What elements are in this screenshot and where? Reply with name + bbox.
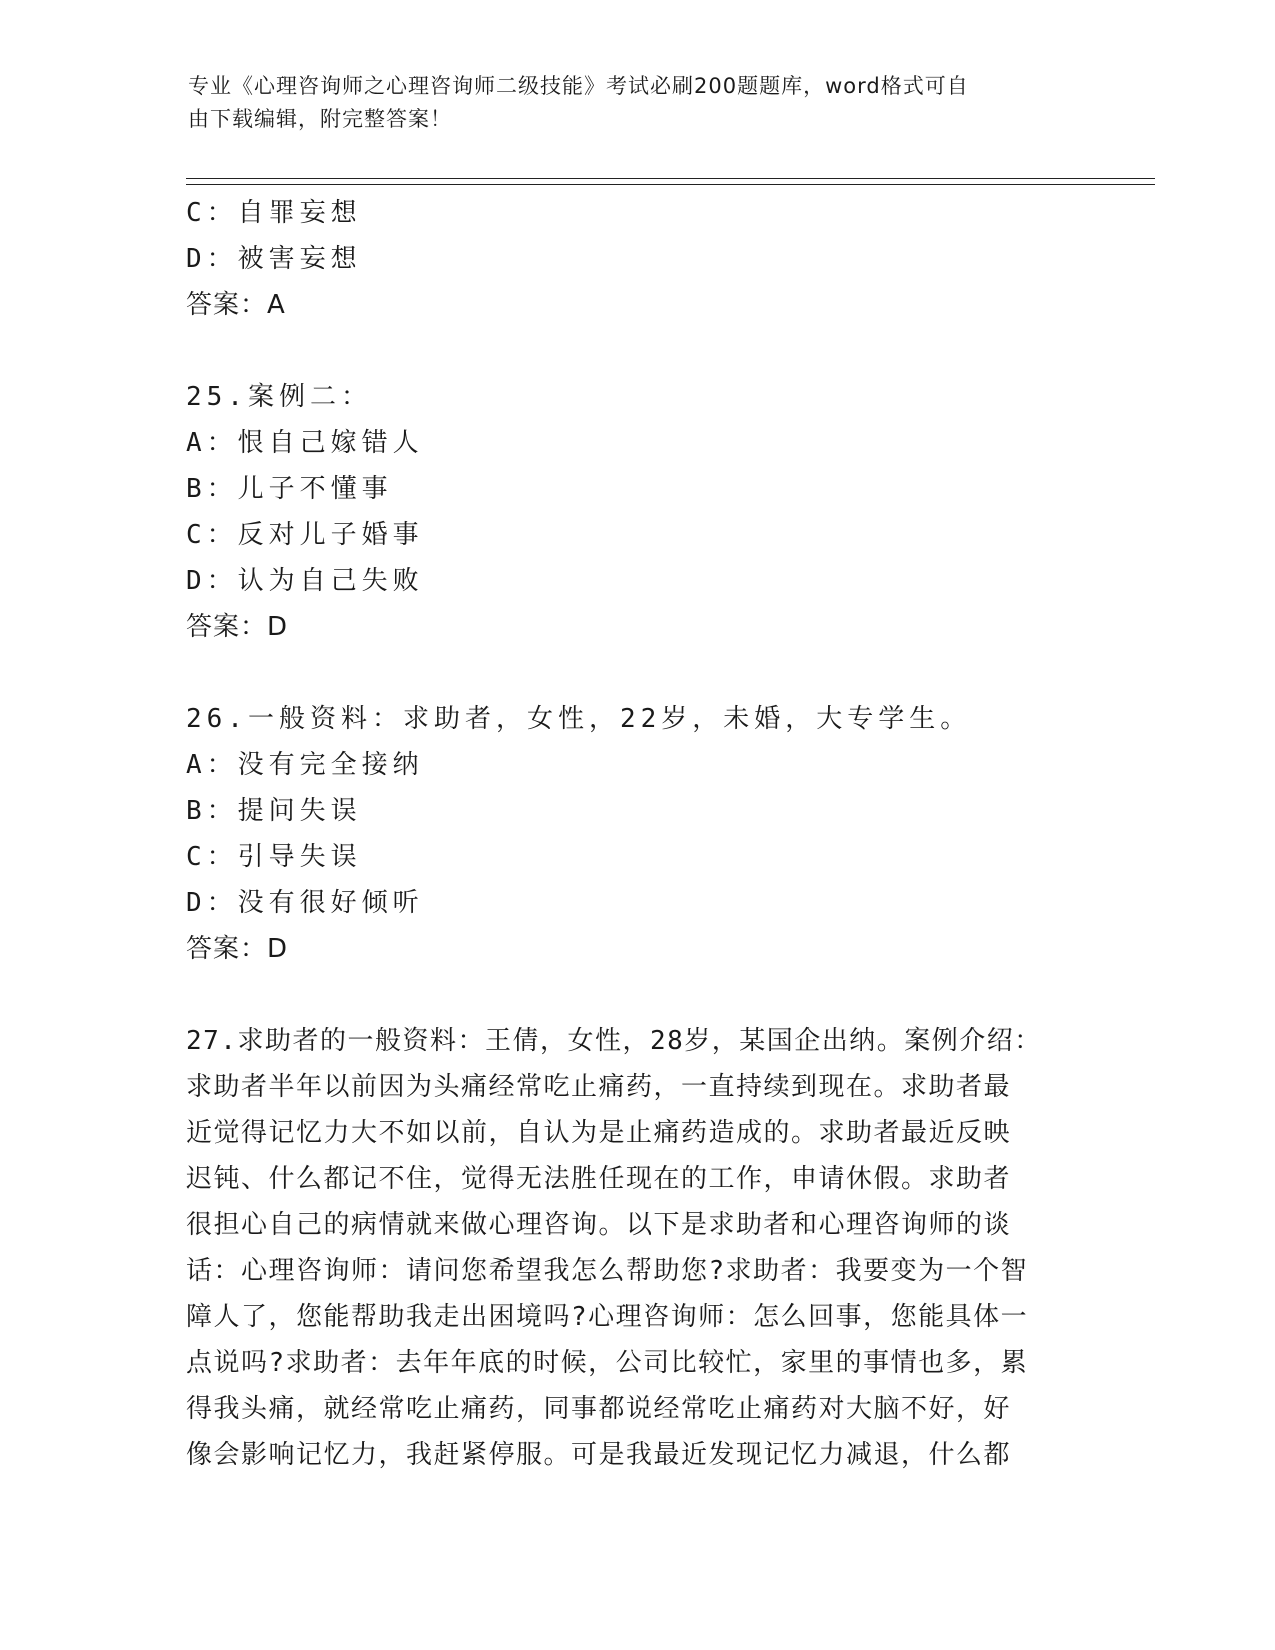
q26-option-a: A：没有完全接纳: [186, 750, 424, 780]
header-line-2: 由下载编辑，附完整答案！: [188, 107, 452, 131]
q27-line: 障人了，您能帮助我走出困境吗?心理咨询师：怎么回事，您能具体一: [186, 1302, 1029, 1332]
q25-stem: 25.案例二：: [186, 382, 372, 412]
q27-line: 求助者半年以前因为头痛经常吃止痛药，一直持续到现在。求助者最: [186, 1072, 1012, 1102]
q24-answer: 答案：A: [186, 290, 286, 320]
spacer: [186, 972, 1086, 1018]
q27-line: 近觉得记忆力大不如以前，自认为是止痛药造成的。求助者最近反映: [186, 1118, 1012, 1148]
q24-option-d: D：被害妄想: [186, 244, 362, 274]
q27-line: 27.求助者的一般资料：王倩，女性，28岁，某国企出纳。案例介绍：: [186, 1026, 1042, 1056]
q25-option-c: C：反对儿子婚事: [186, 520, 424, 550]
q25-option-b: B：儿子不懂事: [186, 474, 393, 504]
spacer: [186, 650, 1086, 696]
q27-line: 迟钝、什么都记不住，觉得无法胜任现在的工作，申请休假。求助者: [186, 1164, 1012, 1194]
q26-stem: 26.一般资料：求助者，女性，22岁，未婚，大专学生。: [186, 704, 972, 734]
q24-option-c: C：自罪妄想: [186, 198, 362, 228]
q27-paragraph: [186, 1018, 1086, 1478]
q27-line: 话：心理咨询师：请问您希望我怎么帮助您?求助者：我要变为一个智: [186, 1256, 1029, 1286]
header-line-1: 专业《心理咨询师之心理咨询师二级技能》考试必刷200题题库，word格式可自: [188, 74, 969, 98]
q27-line: 像会影响记忆力，我赶紧停服。可是我最近发现记忆力减退，什么都: [186, 1440, 1012, 1470]
spacer: [186, 328, 1086, 374]
header-divider-bottom: [186, 184, 1155, 185]
question-list: [186, 190, 1086, 1478]
header-divider-top: [186, 178, 1155, 179]
q25-option-d: D：认为自己失败: [186, 566, 424, 596]
q27-line: 点说吗?求助者：去年年底的时候，公司比较忙，家里的事情也多，累: [186, 1348, 1029, 1378]
q25-answer: 答案：D: [186, 612, 289, 642]
q25-option-a: A：恨自己嫁错人: [186, 428, 424, 458]
q27-line: 很担心自己的病情就来做心理咨询。以下是求助者和心理咨询师的谈: [186, 1210, 1012, 1240]
document-header: [188, 70, 1068, 136]
q26-answer: 答案：D: [186, 934, 289, 964]
q26-option-b: B：提问失误: [186, 796, 362, 826]
q27-line: 得我头痛，就经常吃止痛药，同事都说经常吃止痛药对大脑不好，好: [186, 1394, 1012, 1424]
q26-option-c: C：引导失误: [186, 842, 362, 872]
q26-option-d: D：没有很好倾听: [186, 888, 424, 918]
